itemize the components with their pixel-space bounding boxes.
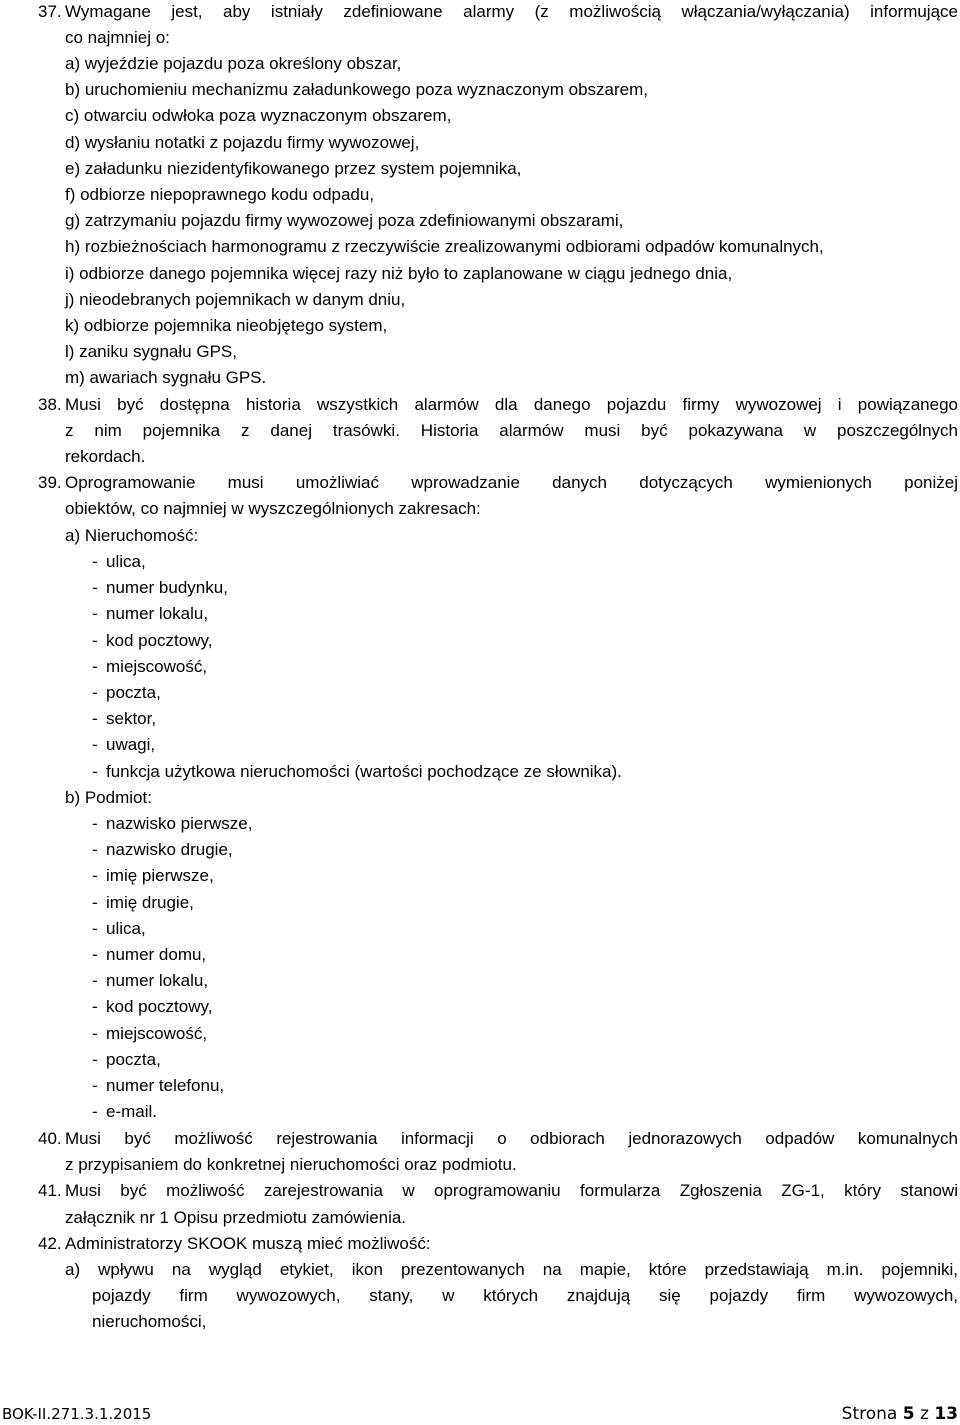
- item-37-sub-item: d) wysłaniu notatki z pojazdu firmy wywozowej,: [65, 132, 420, 152]
- item-39-b-dash: -: [92, 1049, 98, 1069]
- item-39-b-item: numer domu,: [106, 945, 207, 964]
- item-39-number: 39.: [38, 473, 62, 492]
- item-39-b-item: kod pocztowy,: [106, 997, 213, 1017]
- item-40-line-2: z przypisaniem do konkretnej nieruchomości oraz podmiotu.: [65, 1155, 517, 1174]
- item-37-sub-item: b) uruchomieniu mechanizmu załadunkowego poza wyznaczonym obszarem,: [65, 80, 649, 100]
- item-38-line-1: Musi być dostępna historia wszystkich alarmów dla danego pojazdu firmy wywozowej i powiązanego: [65, 395, 958, 414]
- item-39-b-dash: -: [92, 840, 98, 860]
- item-39-a-item: numer budynku,: [106, 578, 228, 598]
- item-39-b-item: numer telefonu,: [106, 1076, 225, 1095]
- footer-page-of: z: [919, 1404, 929, 1424]
- item-39-a-item: miejscowość,: [106, 656, 208, 676]
- item-39-b-dash: -: [92, 918, 98, 938]
- item-39-b-item: numer lokalu,: [106, 971, 209, 991]
- item-39-b-dash: -: [92, 1102, 98, 1122]
- item-39-line-1: Oprogramowanie musi umożliwiać wprowadzanie danych dotyczących wymienionych poniżej: [65, 473, 958, 492]
- item-39-line-2: obiektów, co najmniej w wyszczególnionych zakresach:: [65, 499, 481, 518]
- item-39-a-dash: -: [92, 709, 98, 729]
- item-40-line-1: Musi być możliwość rejestrowania informacji o odbiorach jednorazowych odpadów komunalnych: [65, 1129, 958, 1148]
- item-39-a-dash: -: [92, 656, 98, 676]
- item-39-a-item: kod pocztowy,: [106, 630, 213, 650]
- item-39-b-item: nazwisko pierwsze,: [106, 814, 253, 833]
- item-37-sub-item: f) odbiorze niepoprawnego kodu odpadu,: [65, 185, 375, 204]
- item-39-a-item: funkcja użytkowa nieruchomości (wartości pochodzące ze słownika).: [106, 761, 622, 781]
- item-39-b-item: imię pierwsze,: [106, 866, 214, 886]
- item-39-b-item: miejscowość,: [106, 1023, 208, 1043]
- item-37-line-1: Wymagane jest, aby istniały zdefiniowane alarmy (z możliwością włączania/wyłączania) informujące: [65, 2, 958, 21]
- item-39-b-dash: -: [92, 1023, 98, 1043]
- item-38-number: 38.: [38, 395, 62, 414]
- item-37-sub-item: l) zaniku sygnału GPS,: [65, 342, 237, 362]
- item-37-sub-item: e) załadunku niezidentyfikowanego przez system pojemnika,: [65, 158, 522, 178]
- item-42-line-1: Administratorzy SKOOK muszą mieć możliwość:: [65, 1234, 431, 1253]
- footer-document-reference: BOK-II.271.3.1.2015: [2, 1405, 152, 1423]
- item-37-number: 37.: [38, 2, 62, 21]
- item-37-sub-item: m) awariach sygnału GPS.: [65, 368, 267, 388]
- item-41-line-1: Musi być możliwość zarejestrowania w oprogramowaniu formularza Zgłoszenia ZG-1, który stanowi: [65, 1181, 958, 1200]
- item-37-sub-item: g) zatrzymaniu pojazdu firmy wywozowej poza zdefiniowanymi obszarami,: [65, 211, 624, 231]
- item-39-a-item: numer lokalu,: [106, 604, 209, 624]
- item-39-a-dash: -: [92, 630, 98, 650]
- item-39-b-item: e-mail.: [106, 1102, 158, 1122]
- item-37-sub-item: h) rozbieżnościach harmonogramu z rzeczywiście zrealizowanymi odbiorami odpadów komunalnych,: [65, 237, 824, 257]
- item-39-b-dash: -: [92, 1076, 98, 1095]
- item-37-sub-item: a) wyjeździe pojazdu poza określony obszar,: [65, 54, 402, 73]
- item-37-line-2: co najmniej o:: [65, 28, 170, 47]
- item-38-line-2: z nim pojemnika z danej trasówki. Historia alarmów musi być pokazywana w poszczególnych: [65, 421, 958, 440]
- item-39-b-dash: -: [92, 971, 98, 991]
- item-39-a-item: uwagi,: [106, 735, 156, 755]
- item-39-a-dash: -: [92, 552, 98, 571]
- item-39-b-dash: -: [92, 814, 98, 833]
- item-40-number: 40.: [38, 1129, 62, 1148]
- footer-page-number: [842, 1403, 958, 1425]
- item-39-b-dash: -: [92, 997, 98, 1017]
- item-41-number: 41.: [38, 1181, 62, 1200]
- item-42-a-line-1: a) wpływu na wygląd etykiet, ikon prezentowanych na mapie, które przedstawiają m.in. pojemniki,: [65, 1260, 958, 1279]
- item-42-a-line-3: nieruchomości,: [92, 1312, 207, 1331]
- item-37-sub-item: i) odbiorze danego pojemnika więcej razy niż było to zaplanowane w ciągu jednego dnia,: [65, 263, 733, 283]
- item-39-b-item: ulica,: [106, 918, 146, 938]
- item-39-b-dash: -: [92, 892, 98, 912]
- item-39-b-dash: -: [92, 945, 98, 964]
- item-39-a-item: poczta,: [106, 683, 161, 702]
- item-37-sub-item: j) nieodebranych pojemnikach w danym dniu,: [65, 289, 406, 309]
- item-39-a-dash: -: [92, 604, 98, 624]
- item-37-sub-item: c) otwarciu odwłoka poza wyznaczonym obszarem,: [65, 106, 452, 126]
- item-39-a-dash: -: [92, 578, 98, 598]
- item-38-line-3: rekordach.: [65, 447, 146, 466]
- footer-page-word: Strona: [841, 1404, 898, 1424]
- item-37-sub-item: k) odbiorze pojemnika nieobjętego system,: [65, 316, 388, 335]
- item-41-line-2: załącznik nr 1 Opisu przedmiotu zamówienia.: [65, 1208, 407, 1227]
- footer-page-total: 13: [934, 1404, 958, 1424]
- item-39-b-item: imię drugie,: [106, 892, 194, 912]
- item-39-a-label: a) Nieruchomość:: [65, 526, 199, 545]
- footer-page-current: 5: [902, 1404, 915, 1424]
- item-39-a-dash: -: [92, 761, 98, 781]
- item-39-b-dash: -: [92, 866, 98, 886]
- item-39-a-item: sektor,: [106, 709, 157, 729]
- item-42-number: 42.: [38, 1234, 62, 1253]
- item-42-a-line-2: pojazdy firm wywozowych, stany, w których znajdują się pojazdy firm wywozowych,: [92, 1286, 958, 1305]
- item-39-a-item: ulica,: [106, 552, 146, 571]
- item-39-b-label: b) Podmiot:: [65, 788, 152, 807]
- item-39-a-dash: -: [92, 683, 98, 702]
- item-39-b-item: poczta,: [106, 1049, 161, 1069]
- item-39-b-item: nazwisko drugie,: [106, 840, 233, 860]
- item-39-a-dash: -: [92, 735, 98, 755]
